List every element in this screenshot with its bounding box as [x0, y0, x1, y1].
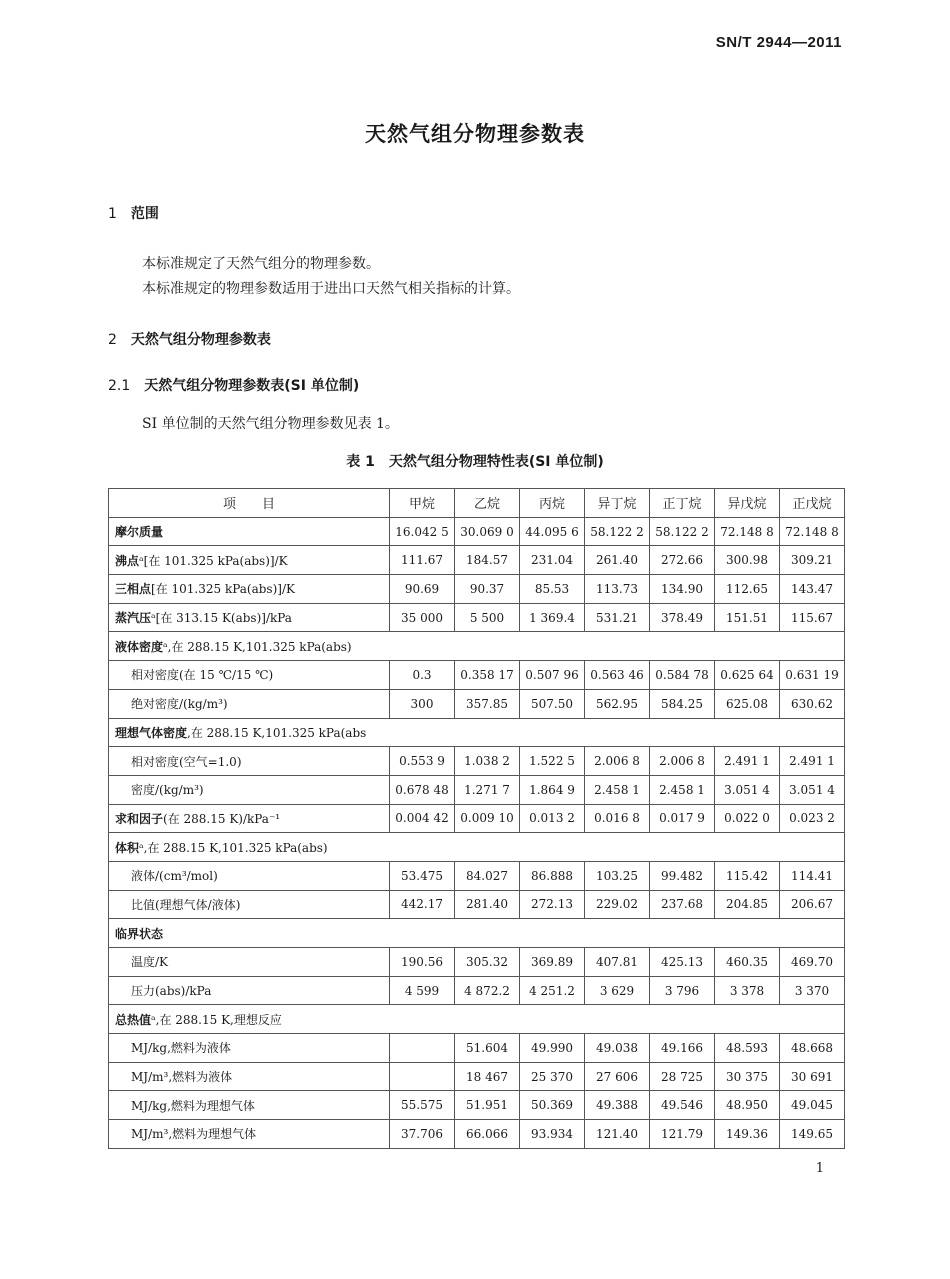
table-cell: 44.095 6	[520, 517, 585, 546]
table-cell: 53.475	[390, 861, 455, 890]
table-cell: 0.3	[390, 661, 455, 690]
table-cell: 1.522 5	[520, 747, 585, 776]
table-cell: 143.47	[780, 575, 845, 604]
row-label-bold: 理想气体密度	[115, 725, 188, 740]
table-cell: 115.42	[715, 861, 780, 890]
table-cell: 425.13	[650, 948, 715, 977]
column-header: 甲烷	[390, 489, 455, 518]
table-cell	[390, 1034, 455, 1063]
row-label-text: MJ/m³,燃料为理想气体	[131, 1127, 257, 1142]
table-cell: 30 375	[715, 1062, 780, 1091]
table-caption: 表 1 天然气组分物理特性表(SI 单位制)	[346, 454, 604, 470]
column-header: 乙烷	[455, 489, 520, 518]
table-row	[109, 689, 845, 718]
table-row	[109, 804, 845, 833]
row-label-text: ᵃ[在 101.325 kPa(abs)]/K	[139, 553, 288, 568]
row-label	[109, 575, 390, 604]
table-cell: 378.49	[650, 603, 715, 632]
table-cell: 4 872.2	[455, 976, 520, 1005]
table-cell: 0.563 46	[585, 661, 650, 690]
row-label	[109, 517, 390, 546]
row-label	[109, 546, 390, 575]
row-label-bold: 沸点	[115, 553, 140, 568]
table-cell: 0.016 8	[585, 804, 650, 833]
table-cell: 1 369.4	[520, 603, 585, 632]
table-cell: 369.89	[520, 948, 585, 977]
table-cell: 0.553 9	[390, 747, 455, 776]
table-cell: 149.36	[715, 1120, 780, 1149]
standard-code: SN/T 2944—2011	[715, 34, 842, 51]
row-label-bold: 临界状态	[115, 926, 164, 941]
paragraph: 本标准规定的物理参数适用于进出口天然气相关指标的计算。	[142, 281, 520, 297]
table-cell: 204.85	[715, 890, 780, 919]
table-cell: 37.706	[390, 1120, 455, 1149]
table-cell: 0.584 78	[650, 661, 715, 690]
section-title: 范围	[130, 206, 159, 222]
row-label-text: ᵃ[在 313.15 K(abs)]/kPa	[151, 611, 292, 626]
table-row	[109, 1091, 845, 1120]
table-cell: 111.67	[390, 546, 455, 575]
section-heading-scope	[108, 203, 159, 223]
table-cell: 2.458 1	[650, 775, 715, 804]
row-label	[109, 1091, 390, 1120]
table-cell: 121.79	[650, 1120, 715, 1149]
table-cell: 229.02	[585, 890, 650, 919]
table-row	[109, 861, 845, 890]
paragraph: 本标准规定了天然气组分的物理参数。	[142, 256, 380, 272]
table-cell: 16.042 5	[390, 517, 455, 546]
row-label-bold: 求和因子	[115, 811, 164, 826]
table-row	[109, 976, 845, 1005]
row-label	[109, 718, 845, 747]
table-cell: 281.40	[455, 890, 520, 919]
table-cell: 134.90	[650, 575, 715, 604]
table-cell: 3.051 4	[715, 775, 780, 804]
table-cell: 149.65	[780, 1120, 845, 1149]
table-cell: 72.148 8	[715, 517, 780, 546]
row-label-text: 温度/K	[131, 955, 169, 970]
row-label-bold: 蒸汽压	[115, 611, 152, 626]
table-cell: 237.68	[650, 890, 715, 919]
row-label	[109, 890, 390, 919]
table-cell: 300	[390, 689, 455, 718]
table-cell: 66.066	[455, 1120, 520, 1149]
table-row	[109, 890, 845, 919]
table-cell: 0.022 0	[715, 804, 780, 833]
table-cell: 184.57	[455, 546, 520, 575]
table-cell: 25 370	[520, 1062, 585, 1091]
table-cell: 115.67	[780, 603, 845, 632]
column-header: 正丁烷	[650, 489, 715, 518]
table-cell: 531.21	[585, 603, 650, 632]
table-cell: 0.009 10	[455, 804, 520, 833]
table-cell: 85.53	[520, 575, 585, 604]
table-row	[109, 517, 845, 546]
table-row	[109, 1034, 845, 1063]
column-header: 异戊烷	[715, 489, 780, 518]
table-cell: 309.21	[780, 546, 845, 575]
row-label-text: MJ/m³,燃料为液体	[131, 1070, 233, 1085]
row-label-text: 比值(理想气体/液体)	[131, 897, 241, 912]
table-cell: 49.990	[520, 1034, 585, 1063]
table-cell: 1.864 9	[520, 775, 585, 804]
table-header-row	[109, 489, 845, 518]
row-label-text: 液体/(cm³/mol)	[131, 869, 218, 884]
table-body	[109, 517, 845, 1148]
table-cell: 3 370	[780, 976, 845, 1005]
table-row	[109, 948, 845, 977]
table-row	[109, 1062, 845, 1091]
table-cell: 2.491 1	[715, 747, 780, 776]
table-cell: 507.50	[520, 689, 585, 718]
document-title: 天然气组分物理参数表	[365, 122, 585, 146]
table-cell: 584.25	[650, 689, 715, 718]
table-cell: 0.631 19	[780, 661, 845, 690]
table-cell: 103.25	[585, 861, 650, 890]
table-cell: 51.951	[455, 1091, 520, 1120]
table-cell: 49.045	[780, 1091, 845, 1120]
table-cell: 58.122 2	[585, 517, 650, 546]
physical-properties-table	[108, 488, 845, 1149]
table-row	[109, 603, 845, 632]
table-cell: 231.04	[520, 546, 585, 575]
table-row	[109, 1120, 845, 1149]
table-cell: 261.40	[585, 546, 650, 575]
table-cell: 630.62	[780, 689, 845, 718]
row-label	[109, 919, 845, 948]
row-label-bold: 液体密度	[115, 639, 164, 654]
section-title: 天然气组分物理参数表(SI 单位制)	[144, 378, 360, 394]
table-cell: 0.013 2	[520, 804, 585, 833]
table-cell: 625.08	[715, 689, 780, 718]
table-cell: 3 378	[715, 976, 780, 1005]
row-label-text: 绝对密度/(kg/m³)	[131, 697, 228, 712]
page-number: 1	[815, 1161, 824, 1176]
table-row	[109, 546, 845, 575]
row-label	[109, 661, 390, 690]
row-label-text: MJ/kg,燃料为液体	[131, 1041, 231, 1056]
table-cell: 2.491 1	[780, 747, 845, 776]
table-cell: 272.13	[520, 890, 585, 919]
row-label-text: 密度/(kg/m³)	[131, 783, 204, 798]
table-row	[109, 661, 845, 690]
table-cell: 99.482	[650, 861, 715, 890]
table-cell: 3 796	[650, 976, 715, 1005]
table-cell: 48.950	[715, 1091, 780, 1120]
table-cell: 121.40	[585, 1120, 650, 1149]
row-label	[109, 1005, 845, 1034]
row-label	[109, 833, 845, 862]
row-label-text: ᵃ,在 288.15 K,101.325 kPa(abs)	[163, 639, 352, 654]
table-cell: 0.023 2	[780, 804, 845, 833]
table-section-row	[109, 919, 845, 948]
subsection-heading	[108, 375, 359, 395]
table-cell: 442.17	[390, 890, 455, 919]
table-section-row	[109, 833, 845, 862]
row-label-text: [在 101.325 kPa(abs)]/K	[151, 582, 295, 597]
table-cell: 28 725	[650, 1062, 715, 1091]
table-cell: 49.388	[585, 1091, 650, 1120]
row-label-text: ᵃ,在 288.15 K,101.325 kPa(abs)	[139, 840, 328, 855]
table-cell: 0.004 42	[390, 804, 455, 833]
table-cell: 3.051 4	[780, 775, 845, 804]
table-row	[109, 775, 845, 804]
table-cell: 48.593	[715, 1034, 780, 1063]
row-label-text: ᵃ,在 288.15 K,理想反应	[151, 1012, 282, 1027]
row-label	[109, 747, 390, 776]
paragraph: SI 单位制的天然气组分物理参数见表 1。	[142, 416, 399, 432]
table-cell: 30.069 0	[455, 517, 520, 546]
row-label-text: 压力(abs)/kPa	[131, 984, 212, 999]
table-cell: 469.70	[780, 948, 845, 977]
row-label	[109, 632, 845, 661]
table-cell: 84.027	[455, 861, 520, 890]
row-label	[109, 804, 390, 833]
row-label	[109, 1062, 390, 1091]
row-label-text: ,在 288.15 K,101.325 kPa(abs	[187, 725, 367, 740]
table-cell: 113.73	[585, 575, 650, 604]
row-label	[109, 775, 390, 804]
table-section-row	[109, 718, 845, 747]
table-cell: 2.458 1	[585, 775, 650, 804]
table-cell: 562.95	[585, 689, 650, 718]
table-cell: 4 251.2	[520, 976, 585, 1005]
row-label	[109, 861, 390, 890]
table-cell: 93.934	[520, 1120, 585, 1149]
table-cell: 90.37	[455, 575, 520, 604]
table-cell: 0.678 48	[390, 775, 455, 804]
table-cell: 407.81	[585, 948, 650, 977]
table-section-row	[109, 632, 845, 661]
row-label	[109, 948, 390, 977]
table-section-row	[109, 1005, 845, 1034]
section-number: 1	[108, 206, 117, 222]
table-cell: 2.006 8	[585, 747, 650, 776]
column-header: 丙烷	[520, 489, 585, 518]
table-cell: 90.69	[390, 575, 455, 604]
table-cell: 0.625 64	[715, 661, 780, 690]
section-heading-table	[108, 329, 271, 349]
table-cell: 49.166	[650, 1034, 715, 1063]
row-label	[109, 689, 390, 718]
table-cell: 112.65	[715, 575, 780, 604]
section-number: 2	[108, 332, 117, 348]
table-cell: 206.67	[780, 890, 845, 919]
table-cell: 0.017 9	[650, 804, 715, 833]
row-label	[109, 976, 390, 1005]
table-cell: 86.888	[520, 861, 585, 890]
row-label	[109, 603, 390, 632]
section-title: 天然气组分物理参数表	[130, 332, 271, 348]
table-cell: 58.122 2	[650, 517, 715, 546]
table-cell: 35 000	[390, 603, 455, 632]
table-row	[109, 575, 845, 604]
table-cell: 72.148 8	[780, 517, 845, 546]
table-cell: 55.575	[390, 1091, 455, 1120]
table-cell: 1.038 2	[455, 747, 520, 776]
table-cell: 5 500	[455, 603, 520, 632]
table-cell: 18 467	[455, 1062, 520, 1091]
column-header: 项 目	[109, 489, 390, 518]
column-header: 异丁烷	[585, 489, 650, 518]
table-cell: 151.51	[715, 603, 780, 632]
table-cell: 49.546	[650, 1091, 715, 1120]
row-label-text: 相对密度(空气=1.0)	[131, 754, 242, 769]
row-label-text: MJ/kg,燃料为理想气体	[131, 1098, 255, 1113]
table-cell: 0.358 17	[455, 661, 520, 690]
row-label	[109, 1120, 390, 1149]
table-cell: 49.038	[585, 1034, 650, 1063]
row-label-bold: 总热值	[115, 1012, 152, 1027]
table-cell	[390, 1062, 455, 1091]
table-cell: 51.604	[455, 1034, 520, 1063]
section-number: 2.1	[108, 378, 131, 394]
table-cell: 114.41	[780, 861, 845, 890]
table-cell: 50.369	[520, 1091, 585, 1120]
table-cell: 48.668	[780, 1034, 845, 1063]
row-label	[109, 1034, 390, 1063]
table-cell: 1.271 7	[455, 775, 520, 804]
row-label-bold: 体积	[115, 840, 140, 855]
column-header: 正戊烷	[780, 489, 845, 518]
table-cell: 272.66	[650, 546, 715, 575]
table-cell: 0.507 96	[520, 661, 585, 690]
table-cell: 2.006 8	[650, 747, 715, 776]
row-label-text: (在 288.15 K)/kPa⁻¹	[163, 811, 281, 826]
table-cell: 3 629	[585, 976, 650, 1005]
table-row	[109, 747, 845, 776]
table-cell: 305.32	[455, 948, 520, 977]
row-label-bold: 摩尔质量	[115, 525, 164, 540]
table-cell: 460.35	[715, 948, 780, 977]
row-label-text: 相对密度(在 15 ℃/15 ℃)	[131, 668, 274, 683]
table-cell: 300.98	[715, 546, 780, 575]
table-cell: 4 599	[390, 976, 455, 1005]
table-cell: 30 691	[780, 1062, 845, 1091]
table-cell: 27 606	[585, 1062, 650, 1091]
row-label-bold: 三相点	[115, 582, 152, 597]
table-cell: 190.56	[390, 948, 455, 977]
table-cell: 357.85	[455, 689, 520, 718]
